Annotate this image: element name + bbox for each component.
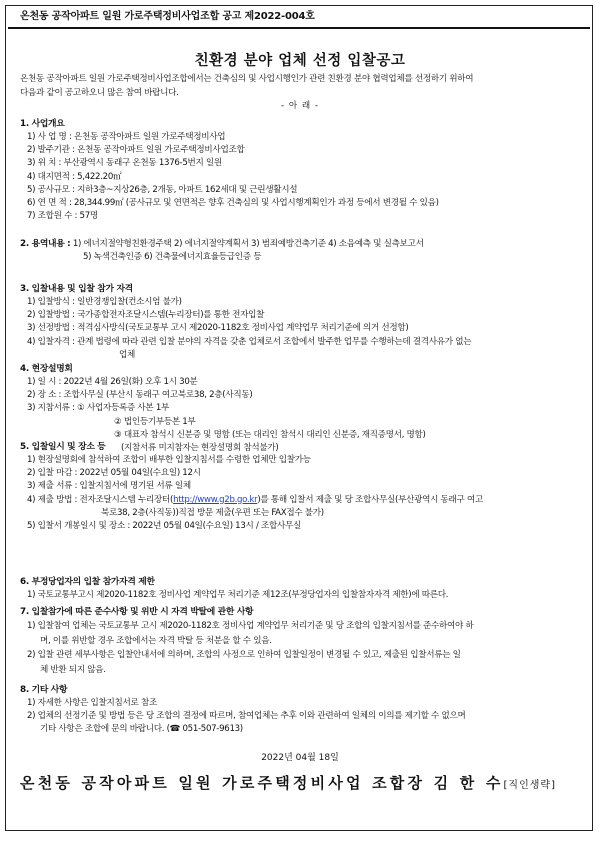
section-title: 5. 입찰일시 및 장소 등 [20, 442, 106, 452]
section-row: 2) 입찰방법 : 국가종합전자조달시스템(누리장터)를 통한 전자입찰 [27, 310, 265, 321]
section-row: 5) 공사규모 : 지하3층~지상26층, 2개동, 아파트 162세대 및 근린생활시설 [27, 184, 298, 195]
section-disqualification [20, 576, 586, 602]
section-row: 2) 입찰 관련 세부사항은 입찰안내서에 의하며, 조합의 사정으로 인하여 입찰일정이 변경될 수 있고, 제출된 입찰서류는 일 [27, 650, 461, 660]
seal-omitted: [직인생략] [503, 780, 556, 791]
section-row: 1) 국토교통부고시 제2020-1182호 정비사업 계약업무 처리기준 제12조(부정당업자의 입찰참자자격 제한)에 따른다. [27, 590, 449, 600]
section-row: 1) 입찰방식 : 일반경쟁입찰(컨소시엄 불가) [27, 297, 182, 307]
intro-line: 다음과 같이 공고하오니 많은 참여 바랍니다. [20, 88, 179, 98]
section-row: 기타 사항은 조합에 문의 바랍니다. (☎ 051-507-9613) [40, 724, 243, 735]
section-row: 1) 입찰참여 업체는 국토교통부 고시 제2020-1182호 정비사업 계약업무 처리기준 및 당 조합의 입찰지침서를 준수하여야 하 [27, 621, 474, 631]
section-row: 6) 연 면 적 : 28,344.99㎡ (공사규모 및 연면적은 향후 건축심의 및 사업시행계획인가 과정 등에서 변경될 수 있음) [27, 198, 439, 209]
signature-name: 온천동 공작아파트 일원 가로주택정비사업 조합장 김 한 수 [20, 774, 504, 792]
section-row: 1) 일 시 : 2022년 4월 26일(화) 오후 1시 30분 [27, 377, 198, 387]
g2b-link[interactable]: http://www.g2b.go.kr [173, 494, 258, 505]
section-row: 2) 장 소 : 조합사무실 (부산시 동래구 여고북로38, 2층(사직동) [27, 390, 253, 401]
section-title: 2. 용역내용 : [20, 239, 71, 249]
section-row: 7) 조합원 수 : 57명 [27, 211, 98, 222]
section-row: (지참서류 미지참자는 현장설명회 참석불가) [121, 443, 279, 454]
section-row: 1) 현장설명회에 참석하여 조합이 배부한 입찰지침서를 수령한 업체만 입찰가능 [27, 455, 311, 465]
section-bid-qualification [20, 283, 586, 362]
section-title: 4. 현장설명회 [20, 364, 73, 374]
section-row: 북로38, 2층(사직동))직접 방문 제출(우편 또는 FAX접수 불가) [101, 507, 324, 518]
section-row: 4) 대지면적 : 5,422.20㎡ [27, 171, 122, 182]
signature-line [20, 772, 586, 793]
section-row: 업체 [119, 349, 136, 360]
section-row: 2) 입찰 마감 : 2022년 05월 04일(수요일) 12시 [27, 468, 201, 479]
section-title: 3. 입찰내용 및 입찰 참가 자격 [20, 284, 133, 294]
section-row: 3) 제출 서류 : 입찰지침서에 명기된 서류 일체 [27, 481, 191, 492]
section-row: 5) 녹색건축인증 6) 건축물에너지효율등급인증 등 [83, 252, 262, 263]
section-title: 1. 사업개요 [20, 119, 65, 129]
section-row: 2) 발주기관 : 온천동 공작아파트 일원 가로주택정비사업조합 [27, 145, 245, 156]
section-row: 3) 지참서류 : ① 사업자등록증 사본 1부 [27, 403, 169, 414]
section-project-overview [20, 118, 586, 223]
section-row: ② 법인등기부등본 1부 [114, 416, 196, 427]
section-row: 3) 위 치 : 부산광역시 동래구 온천동 1376-5번지 일원 [27, 158, 222, 169]
section-row: 2) 업체의 선정기준 및 방법 등은 당 조합의 결정에 따르며, 참여업체는 추후 이와 관련하여 일체의 이의를 제기할 수 없으며 [27, 711, 466, 722]
section-title: 6. 부정당업자의 입찰 참가자격 제한 [20, 577, 155, 587]
section-row: 4) 제출 방법 : 전자조달시스템 누리장터(http://www.g2b.go.kr)를 통해 입찰서 제출 및 당 조합사무실(부산광역시 동래구 여고 [27, 494, 483, 505]
section-row: 며, 이를 위반할 경우 조합에서는 자격 박탈 등 처분을 할 수 있음. [40, 635, 272, 646]
page-title: 친환경 분야 업체 선정 입찰공고 [194, 53, 406, 69]
section-service-scope [20, 238, 586, 264]
section-row: 1) 자세한 사항은 입찰지침서로 참조 [27, 698, 157, 708]
intro-paragraph [20, 72, 586, 100]
section-row: 1) 에너지절약형친환경주택 2) 에너지절약계획서 3) 범죄예방건축기준 4) 소음예측 및 실측보고서 [72, 239, 424, 249]
below-marker: - 아 래 - [280, 101, 319, 111]
notice-header: 온천동 공작아파트 일원 가로주택정비사업조합 공고 제2022-004호 [8, 7, 590, 29]
section-bid-schedule [20, 441, 586, 533]
section-row: ③ 대표자 참석시 신분증 및 명함 (또는 대리인 참석시 대리인 신분증, 재직증명서, 명함) [114, 429, 426, 440]
section-row: 체 반환 되지 않음. [40, 664, 106, 675]
notice-date: 2022년 04월 18일 [261, 753, 339, 763]
section-row: 5) 입찰서 개봉일시 및 장소 : 2022년 05월 04일(수요일) 13시 / 조합사무실 [27, 521, 301, 532]
section-row: 1) 사 업 명 : 온천동 공작아파트 일원 가로주택정비사업 [27, 132, 226, 142]
section-other [20, 684, 586, 737]
section-compliance [20, 606, 586, 677]
section-title: 7. 입찰참가에 따른 준수사항 및 위반 시 자격 박탈에 관한 사항 [20, 607, 254, 617]
section-row: 3) 선정방법 : 적격심사방식(국토교통부 고시 제2020-1182호 정비사업 계약업무 처리기준에 의거 선정함) [27, 323, 409, 334]
intro-line: 온천동 공작아파트 일원 가로주택정비사업조합에서는 건축심의 및 사업시행인가 관련 친환경 분야 협력업체를 선정하기 위하여 [20, 74, 474, 84]
section-row: 4) 입찰자격 : 관계 법령에 따라 관련 입찰 분야의 자격을 갖춘 업체로서 조합에서 발주한 업무를 수행하는데 결격사유가 없는 [27, 336, 472, 347]
section-title: 8. 기타 사항 [20, 685, 68, 695]
